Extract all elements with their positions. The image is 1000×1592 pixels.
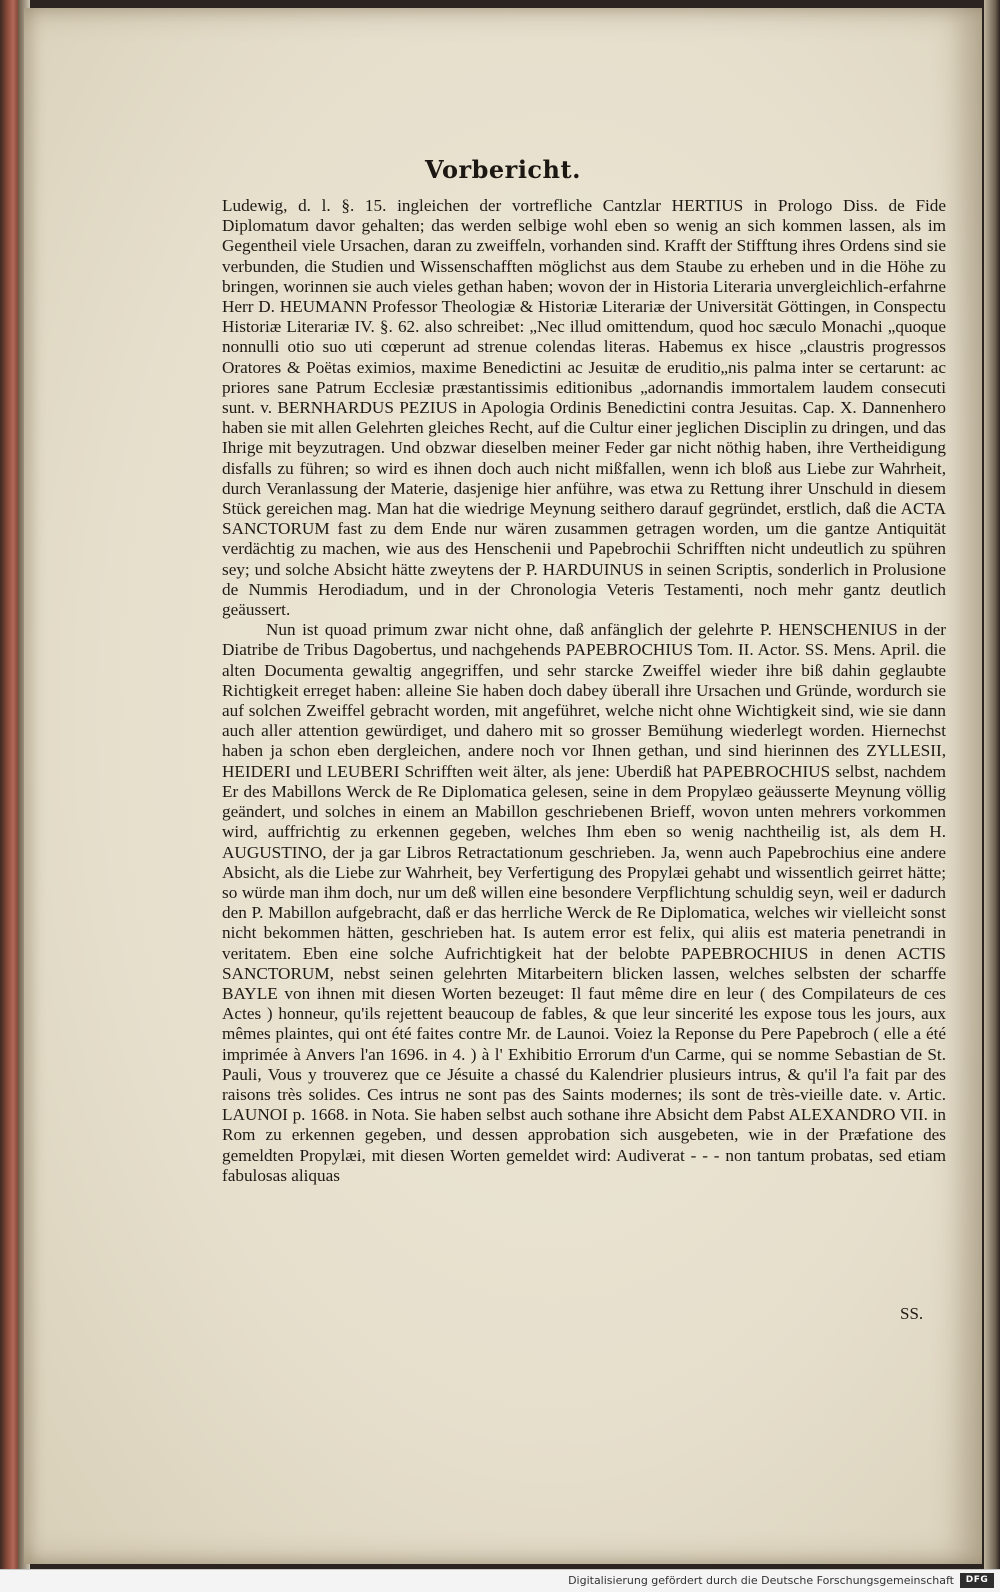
catchword: SS. xyxy=(900,1304,924,1323)
dfg-logo-icon: DFG xyxy=(960,1573,994,1588)
page-heading: Vorbericht. xyxy=(425,155,581,184)
footer-credit: Digitalisierung gefördert durch die Deutsche Forschungsgemeinschaft xyxy=(568,1574,954,1587)
footer-bar xyxy=(0,1569,1000,1592)
paragraph-2: Nun ist quoad primum zwar nicht ohne, daß anfänglich der gelehrte P. HENSCHENIUS in der Diatribe de Tribus Dagobertus, und nachgehends PAPEBROCHIUS Tom. II. Actor. SS. Mens. April. die alten Documenta gewaltig angegriffen, und sehr starcke Zweiffel wieder ihre biß dahin geglaubte Richtigkeit erreget haben: alleine Sie haben doch dabey überall ihre Ursachen und Gründe, wordurch sie auf solchen Zweiffel gebracht worden, mit angeführet, welche nicht ohne Wichtigkeit sind, wie sie dann auch aller attention gewürdiget, und dahero mit so grosser Bemühung wiederlegt worden. Hiernechst haben ja schon eben dergleichen, andere noch vor Ihnen gethan, und sind hierinnen des ZYLLESII, HEIDERI und LEUBERI Schrifften weit älter, als jene: Uberdiß hat PAPEBROCHIUS selbst, nachdem Er des Mabillons Werck de Re Diplomatica gelesen, seine in dem Propylæo geäusserte Meynung völlig geändert, und solches in einem an Mabillon geschriebenen Brieff, wovon unten mehrers vorkommen wird, auffrichtig zu erkennen gegeben, welches Ihm eben so wenig nachtheilig ist, als dem H. AUGUSTINO, der ja gar Libros Retractationum geschrieben. Ja, wenn auch Papebrochius eine andere Absicht, als die Liebe zur Wahrheit, bey Verfertigung des Propylæi gehabt und wissentlich geirret hätte; so würde man ihm doch, nur um deß willen eine besondere Verpflichtung schuldig seyn, weil er dadurch den P. Mabillon aufgebracht, daß er das herrliche Werck de Re Diplomatica, welches wir vielleicht sonst nicht bekommen hätten, geschrieben hat. Is autem error est felix, qui aliis est materia penetrandi in veritatem. Eben eine solche Aufrichtigkeit hat der belobte PAPEBROCHIUS in denen ACTIS SANCTORUM, nebst seinen gelehrten Mitarbeitern blicken lassen, welches selbsten der scharffe BAYLE von ihnen mit diesen Worten bezeuget: Il faut même dire en leur ( des Compilateurs de ces Actes ) honneur, qu'ils rejettent beaucoup de fables, & que leur sincerité les expose tous les jours, aux mêmes plaintes, qui ont été faites contre Mr. de Launoi. Voiez la Reponse du Pere Papebroch ( elle a été imprimée à Anvers l'an 1696. in 4. ) à l' Exhibitio Errorum d'un Carme, qui se nomme Sebastian de St. Pauli, Vous y trouverez que ce Jésuite a chassé du Kalendrier plusieurs intrus, & qu'il l'a fait par des raisons très solides. Ces intrus ne sont pas des Saints modernes; ils sont de très-vieille date. v. Artic. LAUNOI p. 1668. in Nota. Sie haben selbst auch sothane ihre Absicht dem Pabst ALEXANDRO VII. in Rom zu erkennen gegeben, und dessen approbation sich ausgebeten, wie in der Præfatione des gemeldten Propylæi, mit diesen Worten gemeldet wird: Audiverat - - - non tantum probatas, sed etiam fabulosas aliquas xyxy=(222,620,946,1185)
paragraph-1: Ludewig, d. l. §. 15. ingleichen der vortrefliche Cantzlar HERTIUS in Prologo Diss. de Fide Diplomatum davor gehalten; das werden selbige wohl eben so wenig an sich kommen lassen, als im Gegentheil viele Ursachen, daran zu zweiffeln, vorhanden sind. Krafft der Stifftung ihres Ordens sind sie verbunden, die Studien und Wissenschafften möglichst aus dem Staube zu erheben und in die Höhe zu bringen, worinnen sie auch vieles gethan haben; wovon der in Historia Literaria unvergleichlich-erfahrne Herr D. HEUMANN Professor Theologiæ & Historiæ Literariæ der Universität Göttingen, in Conspectu Historiæ Literariæ IV. §. 62. also schreibet: „Nec illud omittendum, quod hoc sæculo Monachi „quoque nonnulli otio suo uti cœperunt ad strenue colendas literas. Habemus ex hisce „claustris progressos Oratores & Poëtas eximios, maxime Benedictini ac Jesuitæ de eruditio„nis palma inter se certarunt: ac priores sane Patrum Ecclesiæ præstantissimis editionibus „adornandis immortalem laudem consecuti sunt. v. BERNHARDUS PEZIUS in Apologia Ordinis Benedictini contra Jesuitas. Cap. X. Dannenhero haben sie mit allen Gelehrten gleiches Recht, auf die Cultur einer jeglichen Disciplin zu dringen, und das Ihrige mit beyzutragen. Und obzwar dieselben meiner Feder gar nicht nöthig haben, ihre Vertheidigung disfalls zu führen; so wird es ihnen doch auch nicht mißfallen, wenn ich bloß aus Liebe zur Wahrheit, durch Veranlassung der Materie, dasjenige hier anführe, was etwa zu Rettung ihrer Unschuld in diesem Stück gereichen mag. Man hat die wiedrige Meynung seithero darauf gegründet, erstlich, daß die ACTA SANCTORUM fast zu dem Ende nur wären zusammen getragen worden, um die gantze Antiquität verdächtig zu machen, wie aus des Henschenii und Papebrochii Schrifften nicht undeutlich zu spühren sey; und solche Absicht hätte zweytens der P. HARDUINUS in seinen Scriptis, sonderlich in Prolusione de Nummis Herodiadum, und in der Chronologia Veteris Testamenti, noch mehr gantz deutlich geäussert. xyxy=(222,196,946,620)
body-text xyxy=(222,196,946,1186)
page-right-edge xyxy=(984,0,1000,1592)
